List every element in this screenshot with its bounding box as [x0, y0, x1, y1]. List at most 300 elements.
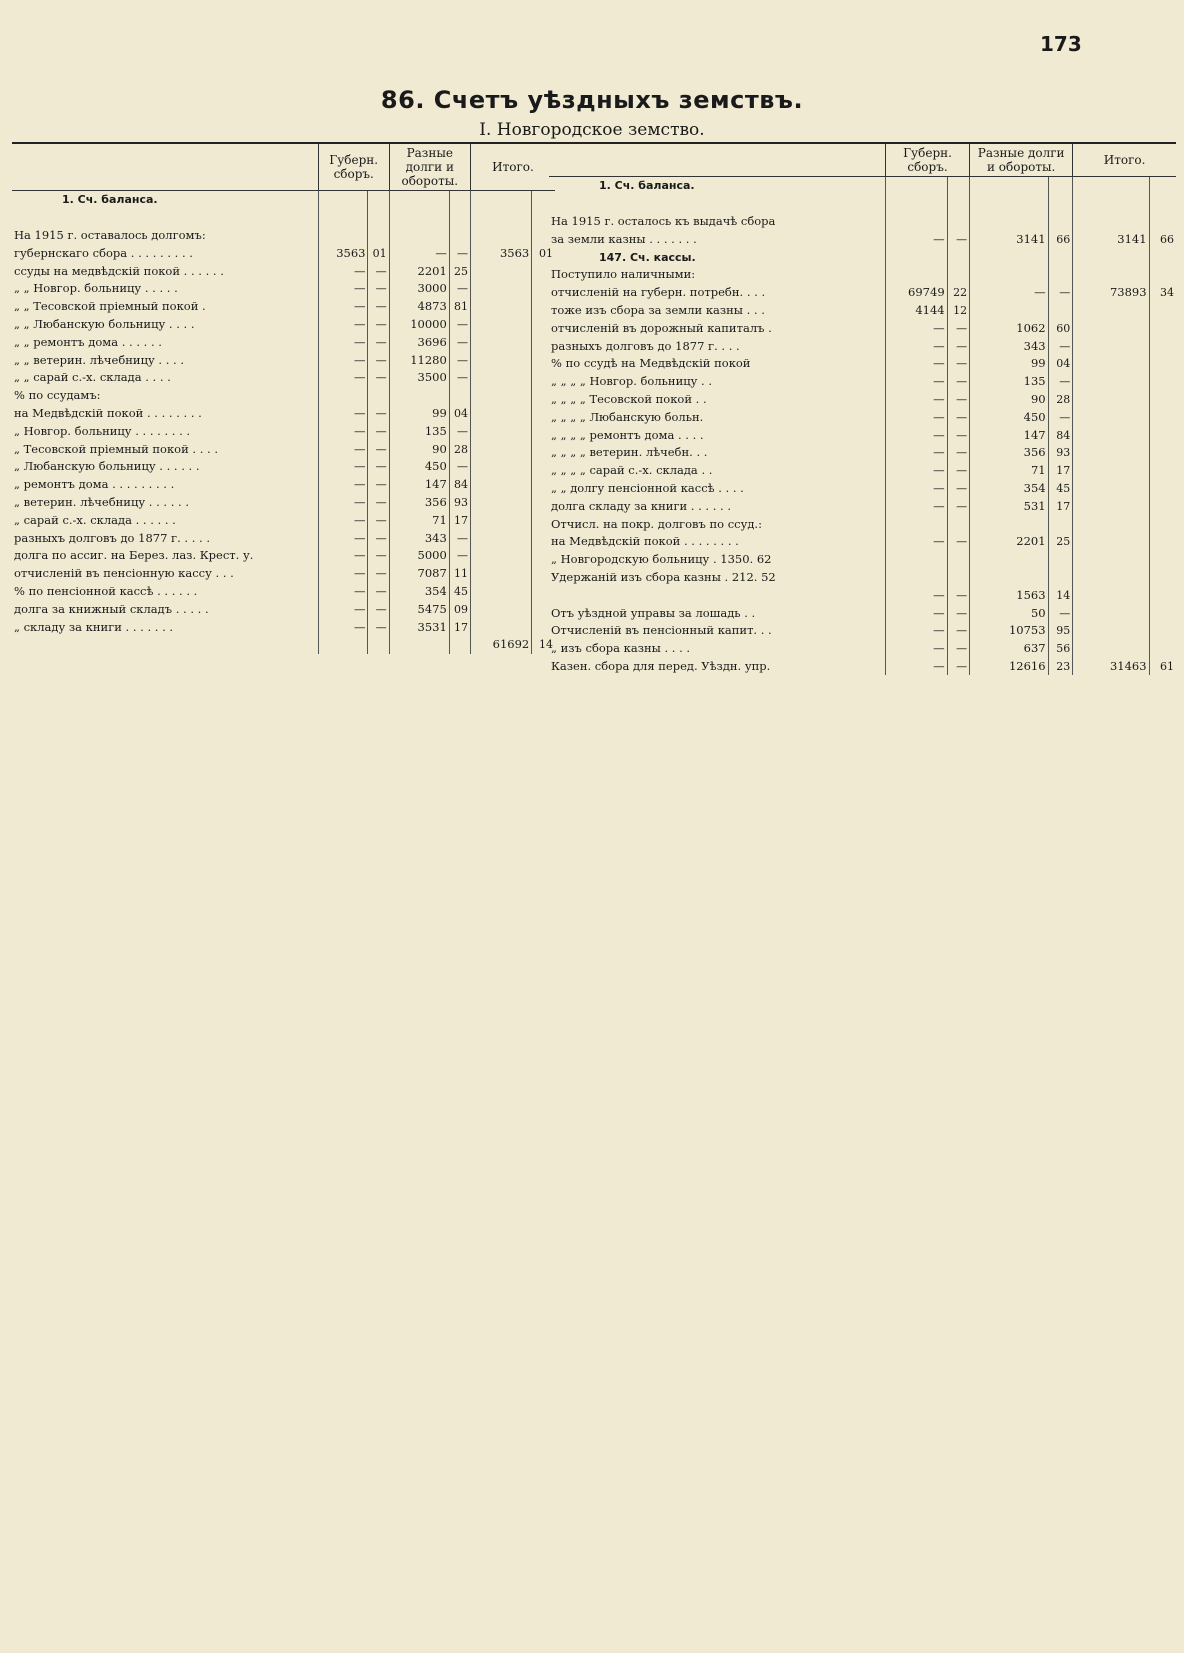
cell-d: отчисленій въ дорожный капиталъ . — [551, 320, 772, 335]
cell-r — [389, 209, 449, 227]
ledger-row — [549, 515, 1176, 533]
cell-gk: — — [368, 547, 389, 565]
ledger-row — [549, 551, 1176, 569]
ledger-row — [12, 369, 555, 387]
cell-rk: — — [1048, 337, 1073, 355]
ledger-row — [12, 280, 555, 298]
ledger-row — [12, 387, 555, 405]
cell-rk — [1048, 177, 1073, 195]
cell-g: — — [318, 333, 368, 351]
ledger-row — [12, 351, 555, 369]
cell-rk — [1048, 302, 1073, 320]
cell-r: 50 — [970, 604, 1049, 622]
cell-rk: 17 — [1048, 462, 1073, 480]
cell-d: разныхъ долговъ до 1877 г. . . . . — [14, 530, 210, 545]
cell-r — [389, 191, 449, 209]
cell-ik — [1149, 533, 1176, 551]
cell-i — [1073, 426, 1149, 444]
cell-d: „ „ Любанскую больницу . . . . — [14, 316, 195, 331]
cell-g: — — [318, 458, 368, 476]
ledger-row — [549, 302, 1176, 320]
ledger-row — [12, 511, 555, 529]
cell-i — [1073, 604, 1149, 622]
left-ledger — [12, 142, 555, 654]
cell-r — [970, 569, 1049, 587]
cell-gk — [368, 191, 389, 209]
cell-i: 73893 — [1073, 284, 1149, 302]
cell-r — [970, 266, 1049, 284]
cell-r — [970, 213, 1049, 231]
cell-rk: 60 — [1048, 319, 1073, 337]
cell-r: 4873 — [389, 298, 449, 316]
cell-r: 10753 — [970, 622, 1049, 640]
cell-d: „ „ Тесовской пріемный покой . — [14, 299, 206, 314]
itogo-header: Итого. — [470, 143, 555, 191]
cell-rk: — — [1048, 373, 1073, 391]
cell-ik — [1149, 337, 1176, 355]
ledger-row — [549, 569, 1176, 587]
cell-rk: — — [449, 351, 470, 369]
cell-i — [1073, 355, 1149, 373]
cell-i — [1073, 391, 1149, 409]
cell-rk — [1048, 551, 1073, 569]
cell-rk — [1048, 213, 1073, 231]
ledger-header-row — [549, 143, 1176, 177]
cell-i — [1073, 213, 1149, 231]
cell-d: тоже изъ сбора за земли казны . . . — [551, 302, 765, 317]
cell-rk: 17 — [1048, 497, 1073, 515]
cell-rk: 17 — [449, 618, 470, 636]
description-header — [12, 143, 318, 191]
cell-r: 147 — [970, 426, 1049, 444]
cell-g — [885, 177, 947, 195]
cell-i — [1073, 408, 1149, 426]
cell-rk — [1048, 569, 1073, 587]
cell-gk — [947, 195, 969, 213]
cell-rk: 81 — [449, 298, 470, 316]
cell-d: % по пенсіонной кассѣ . . . . . . — [14, 583, 198, 598]
cell-gk: — — [368, 316, 389, 334]
cell-r: 1062 — [970, 319, 1049, 337]
cell-i — [470, 405, 531, 423]
cell-d: 147. Сч. кассы. — [599, 250, 696, 264]
cell-i — [470, 511, 531, 529]
cell-rk: 28 — [1048, 391, 1073, 409]
cell-gk: — — [947, 337, 969, 355]
cell-gk: — — [368, 280, 389, 298]
cell-d: Отчисленій въ пенсіонный капит. . . — [551, 623, 772, 638]
cell-d — [549, 586, 885, 604]
cell-g: — — [318, 280, 368, 298]
cell-d: на Медвѣдскій покой . . . . . . . . — [14, 405, 202, 420]
cell-gk: — — [368, 351, 389, 369]
cell-g: — — [318, 511, 368, 529]
cell-d: долга за книжный складъ . . . . . — [14, 601, 209, 616]
cell-g — [885, 248, 947, 266]
cell-gk: — — [368, 600, 389, 618]
ledger-row — [549, 604, 1176, 622]
cell-g: — — [318, 405, 368, 423]
cell-d: губернскаго сбора . . . . . . . . . — [14, 245, 193, 260]
cell-g: — — [885, 408, 947, 426]
cell-g — [318, 191, 368, 209]
raznye-header: Разные долги и обороты. — [389, 143, 470, 191]
page-subtitle: I. Новгородское земство. — [479, 120, 705, 140]
cell-d: „ Тесовской пріемный покой . . . . — [14, 441, 219, 456]
cell-i — [1073, 266, 1149, 284]
itogo-header: Итого. — [1073, 143, 1176, 177]
cell-r: 135 — [389, 422, 449, 440]
ledger-row — [549, 355, 1176, 373]
cell-gk: — — [947, 373, 969, 391]
cell-g: — — [318, 529, 368, 547]
cell-i — [1073, 177, 1149, 195]
cell-gk: — — [947, 462, 969, 480]
cell-g: — — [885, 640, 947, 658]
cell-gk: — — [947, 640, 969, 658]
left-ledger-body — [12, 191, 555, 654]
cell-rk: 93 — [1048, 444, 1073, 462]
ledger-section-row — [549, 248, 1176, 266]
cell-g: — — [885, 480, 947, 498]
cell-r: 71 — [970, 462, 1049, 480]
cell-r — [970, 195, 1049, 213]
cell-r: 356 — [389, 494, 449, 512]
cell-gk: — — [368, 511, 389, 529]
gub-header: Губерн. сборъ. — [318, 143, 389, 191]
cell-rk: — — [449, 529, 470, 547]
cell-rk: 04 — [449, 405, 470, 423]
ledger-row — [549, 640, 1176, 658]
cell-r: 12616 — [970, 658, 1049, 676]
cell-ik — [1149, 586, 1176, 604]
ledger-row — [12, 316, 555, 334]
cell-gk: — — [947, 391, 969, 409]
cell-r — [389, 227, 449, 245]
cell-g — [885, 569, 947, 587]
cell-r: 10000 — [389, 316, 449, 334]
cell-i — [470, 583, 531, 601]
cell-rk: 25 — [1048, 533, 1073, 551]
ledger-row — [549, 213, 1176, 231]
cell-gk: — — [947, 658, 969, 676]
cell-g: — — [885, 604, 947, 622]
cell-i — [470, 529, 531, 547]
cell-rk: 04 — [1048, 355, 1073, 373]
cell-i — [470, 316, 531, 334]
cell-rk: — — [449, 458, 470, 476]
ledger-row — [12, 494, 555, 512]
ledger-row — [12, 244, 555, 262]
cell-rk: 17 — [449, 511, 470, 529]
cell-rk: 14 — [1048, 586, 1073, 604]
cell-d: „ „ сарай с.-х. склада . . . . — [14, 370, 171, 385]
cell-gk: — — [368, 565, 389, 583]
cell-r: 3696 — [389, 333, 449, 351]
cell-g: — — [318, 316, 368, 334]
cell-gk: — — [947, 497, 969, 515]
left-ledger-table — [12, 142, 555, 654]
cell-r: 135 — [970, 373, 1049, 391]
cell-ik — [1149, 266, 1176, 284]
cell-g: — — [885, 355, 947, 373]
cell-r: 3531 — [389, 618, 449, 636]
cell-d: „ ремонтъ дома . . . . . . . . . — [14, 477, 175, 492]
cell-rk — [449, 387, 470, 405]
cell-d — [12, 636, 318, 654]
cell-i — [470, 547, 531, 565]
ledger-row — [549, 480, 1176, 498]
cell-g: — — [885, 230, 947, 248]
cell-gk: — — [947, 444, 969, 462]
cell-i — [1073, 622, 1149, 640]
cell-gk — [368, 636, 389, 654]
cell-i — [470, 565, 531, 583]
cell-ik — [1149, 302, 1176, 320]
ledger-row — [12, 333, 555, 351]
cell-g: — — [885, 337, 947, 355]
cell-ik — [1149, 195, 1176, 213]
ledger-row — [12, 209, 555, 227]
ledger-row — [549, 337, 1176, 355]
cell-gk: 12 — [947, 302, 969, 320]
cell-d: „ „ ремонтъ дома . . . . . . — [14, 334, 162, 349]
cell-d: Поступило наличными: — [551, 267, 696, 282]
cell-rk — [449, 209, 470, 227]
cell-d: % по ссудамъ: — [14, 388, 101, 403]
cell-i — [1073, 515, 1149, 533]
cell-ik: 01 — [532, 244, 555, 262]
cell-g: — — [885, 622, 947, 640]
cell-d: „ „ „ „ ветерин. лѣчебн. . . — [551, 445, 708, 460]
cell-d: Казен. сбора для перед. Уѣздн. упр. — [551, 658, 771, 673]
cell-gk: — — [947, 319, 969, 337]
cell-r — [970, 551, 1049, 569]
cell-r: 71 — [389, 511, 449, 529]
cell-r — [389, 387, 449, 405]
ledger-row — [12, 618, 555, 636]
cell-d: „ Новгор. больницу . . . . . . . . — [14, 423, 191, 438]
cell-gk — [368, 209, 389, 227]
cell-g: — — [318, 547, 368, 565]
cell-i — [470, 298, 531, 316]
cell-g: — — [318, 351, 368, 369]
cell-r: 11280 — [389, 351, 449, 369]
ledger-row — [12, 565, 555, 583]
cell-rk — [1048, 248, 1073, 266]
cell-ik — [1149, 408, 1176, 426]
cell-d: „ „ „ „ Любанскую больн. — [551, 409, 704, 424]
cell-g: — — [318, 600, 368, 618]
cell-gk: — — [368, 458, 389, 476]
cell-g: — — [885, 658, 947, 676]
cell-g: — — [318, 440, 368, 458]
cell-i — [470, 600, 531, 618]
ledger-row — [12, 583, 555, 601]
cell-g: 4144 — [885, 302, 947, 320]
ledger-header-row — [12, 143, 555, 191]
cell-gk: — — [368, 529, 389, 547]
cell-d: „ „ „ „ Новгор. больницу . . — [551, 374, 713, 389]
cell-ik — [1149, 426, 1176, 444]
cell-d: 1. Сч. баланса. — [599, 179, 695, 193]
ledger-row — [549, 658, 1176, 676]
cell-g: — — [885, 319, 947, 337]
cell-d: отчисленій на губерн. потребн. . . . — [551, 285, 766, 300]
cell-g — [885, 266, 947, 284]
cell-i — [470, 262, 531, 280]
ledger-row — [12, 405, 555, 423]
cell-d: „ „ „ „ Тесовской покой . . — [551, 391, 707, 406]
ledger-row — [549, 586, 1176, 604]
cell-ik — [1149, 391, 1176, 409]
ledger-row — [549, 319, 1176, 337]
cell-rk — [449, 227, 470, 245]
ledger-row — [549, 195, 1176, 213]
cell-r: 99 — [389, 405, 449, 423]
cell-rk: 66 — [1048, 230, 1073, 248]
cell-ik — [1149, 177, 1176, 195]
cell-g — [885, 551, 947, 569]
right-ledger-table — [549, 142, 1176, 675]
cell-i — [1073, 319, 1149, 337]
cell-rk: — — [449, 244, 470, 262]
cell-i — [470, 387, 531, 405]
cell-g — [318, 227, 368, 245]
ledger-row — [549, 622, 1176, 640]
cell-ik — [1149, 604, 1176, 622]
cell-i — [1073, 497, 1149, 515]
ledger-row — [549, 497, 1176, 515]
cell-i — [470, 280, 531, 298]
cell-g: — — [318, 618, 368, 636]
ledger-row — [549, 284, 1176, 302]
cell-r: 354 — [970, 480, 1049, 498]
cell-i: 3141 — [1073, 230, 1149, 248]
cell-i — [470, 191, 531, 209]
cell-i — [1073, 586, 1149, 604]
cell-r: 354 — [389, 583, 449, 601]
cell-i — [1073, 373, 1149, 391]
cell-rk: — — [449, 547, 470, 565]
cell-gk — [368, 387, 389, 405]
cell-gk — [368, 227, 389, 245]
cell-rk: 95 — [1048, 622, 1073, 640]
cell-rk: 11 — [449, 565, 470, 583]
cell-g: — — [885, 391, 947, 409]
cell-d: Отчисл. на покр. долговъ по ссуд.: — [551, 516, 762, 531]
ledger-row — [549, 444, 1176, 462]
cell-rk: 25 — [449, 262, 470, 280]
cell-gk — [947, 266, 969, 284]
cell-i — [1073, 302, 1149, 320]
cell-rk: — — [449, 422, 470, 440]
cell-g: — — [318, 298, 368, 316]
cell-ik: 14 — [532, 636, 555, 654]
page-number: 173 — [1040, 32, 1082, 56]
cell-r: 450 — [389, 458, 449, 476]
cell-d: долга по ассиг. на Берез. лаз. Крест. у. — [14, 548, 254, 563]
cell-rk: 84 — [449, 476, 470, 494]
cell-gk: — — [947, 408, 969, 426]
cell-r: 90 — [389, 440, 449, 458]
cell-r: 450 — [970, 408, 1049, 426]
cell-g: — — [885, 462, 947, 480]
ledger-row — [549, 391, 1176, 409]
cell-i — [1073, 480, 1149, 498]
cell-ik — [1149, 622, 1176, 640]
cell-d: „ „ „ „ сарай с.-х. склада . . — [551, 463, 713, 478]
cell-r: 5475 — [389, 600, 449, 618]
cell-d: „ сарай с.-х. склада . . . . . . — [14, 512, 176, 527]
cell-ik: 34 — [1149, 284, 1176, 302]
cell-g: — — [885, 444, 947, 462]
cell-r: 90 — [970, 391, 1049, 409]
ledger-row — [12, 476, 555, 494]
cell-gk: — — [947, 622, 969, 640]
cell-gk: — — [368, 369, 389, 387]
cell-i — [470, 494, 531, 512]
cell-d: На 1915 г. осталось къ выдачѣ сбора — [551, 213, 776, 228]
description-header — [549, 143, 885, 177]
ledger-row — [12, 458, 555, 476]
cell-gk — [947, 515, 969, 533]
cell-gk — [947, 177, 969, 195]
cell-g: — — [885, 497, 947, 515]
cell-rk: — — [449, 280, 470, 298]
cell-rk — [449, 636, 470, 654]
ledger-row — [12, 440, 555, 458]
cell-rk: — — [1048, 604, 1073, 622]
cell-i — [1073, 462, 1149, 480]
cell-rk — [449, 191, 470, 209]
cell-g — [885, 195, 947, 213]
cell-d: долга складу за книги . . . . . . — [551, 498, 731, 513]
cell-ik — [1149, 515, 1176, 533]
cell-g: — — [318, 262, 368, 280]
cell-rk: 23 — [1048, 658, 1073, 676]
gub-header: Губерн. сборъ. — [885, 143, 969, 177]
cell-rk: 56 — [1048, 640, 1073, 658]
cell-g: — — [318, 565, 368, 583]
cell-ik — [1149, 373, 1176, 391]
cell-ik — [1149, 480, 1176, 498]
ledger-row — [12, 547, 555, 565]
cell-d: „ „ ветерин. лѣчебницу . . . . — [14, 352, 184, 367]
cell-r: — — [970, 284, 1049, 302]
ledger-section-row — [549, 177, 1176, 195]
cell-g — [318, 636, 368, 654]
cell-gk: — — [368, 262, 389, 280]
cell-ik — [1149, 248, 1176, 266]
cell-i: 3563 — [470, 244, 531, 262]
ledger-section-row — [12, 191, 555, 209]
ledger-row — [549, 426, 1176, 444]
cell-gk: — — [947, 586, 969, 604]
cell-d: разныхъ долговъ до 1877 г. . . . — [551, 338, 740, 353]
cell-i — [1073, 337, 1149, 355]
cell-ik — [1149, 319, 1176, 337]
cell-g: 3563 — [318, 244, 368, 262]
cell-gk: — — [947, 604, 969, 622]
cell-ik — [1149, 355, 1176, 373]
cell-d: „ изъ сбора казны . . . . — [551, 641, 691, 656]
cell-i — [470, 209, 531, 227]
cell-d: за земли казны . . . . . . . — [551, 231, 697, 246]
cell-r: 1563 — [970, 586, 1049, 604]
ledger-row — [549, 266, 1176, 284]
cell-i — [470, 618, 531, 636]
